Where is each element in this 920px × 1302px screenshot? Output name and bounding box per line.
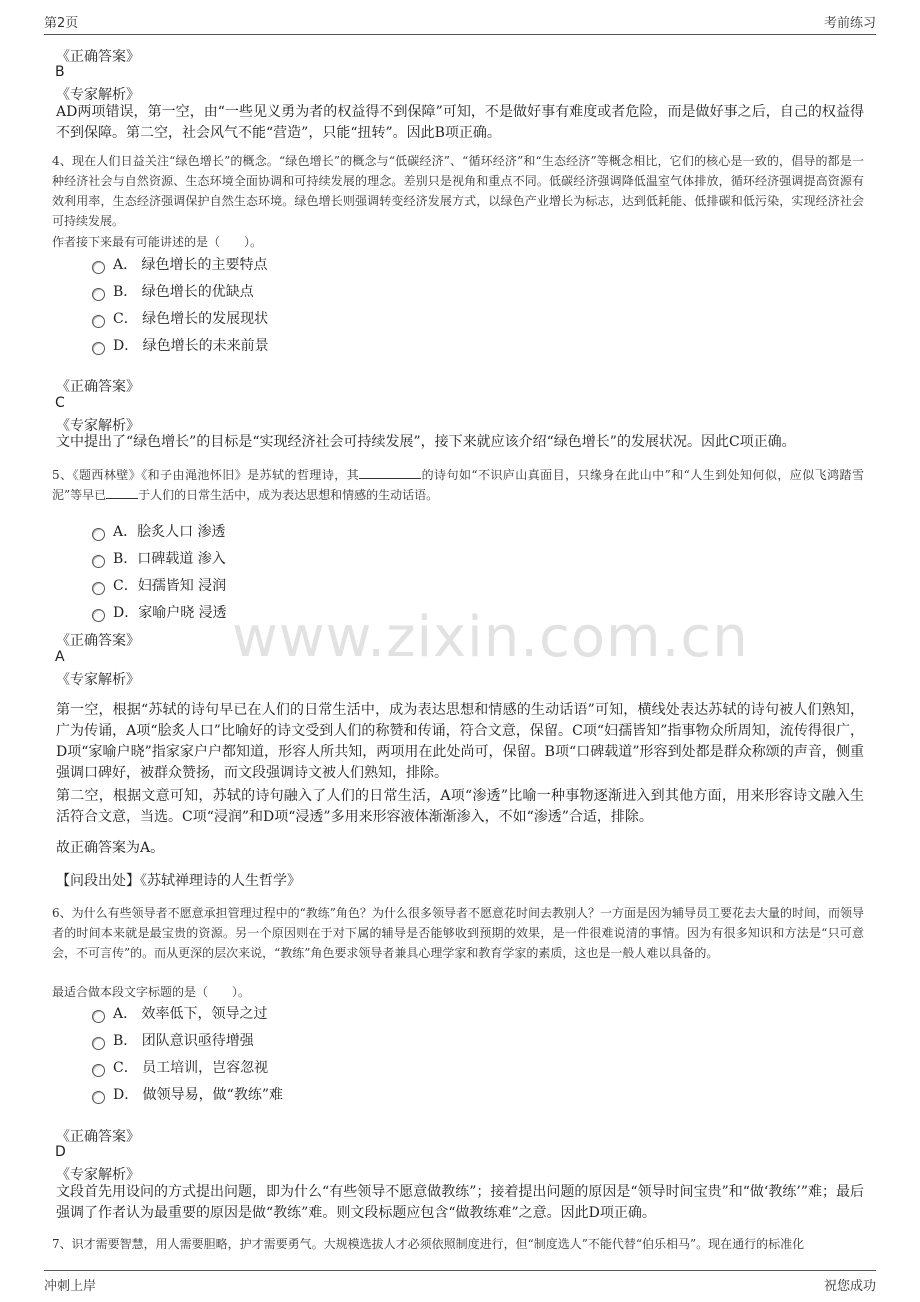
radio-icon[interactable] — [92, 342, 105, 355]
answer-blank-2 — [106, 486, 138, 499]
page-footer — [44, 1270, 876, 1295]
correct-answer-value: B — [55, 64, 65, 80]
analysis-conclusion: 故正确答案为A。 — [56, 840, 165, 856]
radio-icon[interactable] — [92, 1091, 105, 1104]
analysis-text: 文中提出了“绿色增长”的目标是“实现经济社会可持续发展”，接下来就应该介绍“绿色增长”的发展状况。因此C项正确。 — [56, 434, 796, 450]
radio-icon[interactable] — [92, 555, 105, 568]
option-d[interactable]: D． 绿色增长的未来前景 — [92, 335, 269, 355]
radio-icon[interactable] — [92, 261, 105, 274]
option-c[interactable]: C． 员工培训，岂容忽视 — [92, 1057, 268, 1077]
analysis-paragraph-1: 第一空，根据“苏轼的诗句早已在人们的日常生活中，成为表达思想和情感的生动话语”可知，横线处表达苏轼的诗句被人们熟知，广为传诵，A项“脍炙人口”比喻好的诗文受到人们的称赞和传诵，符合文意，保留。C项“妇孺皆知”指事物众所周知，流传得很广，D项“家喻户晓”指家家户户都知道，形容人所共知，两项用在此处尚可，保留。B项“口碑载道”形容到处都是群众称颂的声音，侧重强调口碑好，被群众赞扬，而文段强调诗文被人们熟知，排除。 — [56, 702, 864, 781]
correct-answer-value: D — [55, 1144, 66, 1160]
correct-answer-value: C — [55, 395, 65, 411]
header-category: 考前练习 — [823, 16, 876, 31]
question-stem: 5、《题西林壁》《和子由渑池怀旧》是苏轼的哲理诗，其 的诗句如“不识庐山真面目，只缘身在此山中”和“人生到处知何似，应似飞鸿踏雪泥”等早已 于人们的日常生活中，成为表达思想和情感的生动话语。 — [52, 468, 864, 502]
option-a[interactable]: A．脍炙人口 渗透 — [92, 521, 226, 541]
correct-answer-value: A — [55, 649, 65, 665]
analysis-paragraph-2: 第二空，根据文意可知，苏轼的诗句融入了人们的日常生活，A项“渗透”比喻一种事物逐渐进入到其他方面，用来形容诗文融入生活符合文意，当选。C项“浸润”和D项“浸透”多用来形容液体渐渐渗入，不如“渗透”合适，排除。 — [56, 788, 864, 825]
analysis-label: 《专家解析》 — [56, 1167, 140, 1183]
option-a[interactable]: A． 效率低下，领导之过 — [92, 1003, 268, 1023]
page-header — [44, 10, 876, 35]
analysis-label: 《专家解析》 — [56, 87, 140, 103]
question-stem: 4、现在人们日益关注“绿色增长”的概念。“绿色增长”的概念与“低碳经济”、“循环经济”和“生态经济”等概念相比，它们的核心是一致的，倡导的都是一种经济社会与自然资源、生态环境全面协调和可持续发展的理念。差别只是视角和重点不同。低碳经济强调降低温室气体排放，循环经济强调提高资源有效利用率，生态经济强调保护自然生态环境。绿色增长则强调转变经济发展方式，以绿色产业增长为标志，达到低耗能、低排碳和低污染，实现经济社会可持续发展。 — [52, 154, 864, 228]
question-prompt: 最适合做本段文字标题的是（ ）。 — [52, 985, 251, 999]
analysis-text: 文段首先用设问的方式提出问题，即为什么“有些领导不愿意做教练”；接着提出问题的原因是“领导时间宝贵”和“做‘教练’”难；最后强调了作者认为最重要的原因是做“教练”难。则文段标题应包含“做教练难”之意。因此D项正确。 — [56, 1184, 864, 1221]
option-b[interactable]: B． 团队意识亟待增强 — [92, 1030, 254, 1050]
radio-icon[interactable] — [92, 582, 105, 595]
answer-blank-1 — [359, 466, 421, 479]
analysis-label: 《专家解析》 — [56, 672, 140, 688]
radio-icon[interactable] — [92, 315, 105, 328]
option-b[interactable]: B．口碑载道 渗入 — [92, 548, 226, 568]
radio-icon[interactable] — [92, 288, 105, 301]
source-citation: 【问段出处】《苏轼禅理诗的人生哲学》 — [56, 873, 301, 889]
option-c[interactable]: C． 绿色增长的发展现状 — [92, 308, 268, 328]
analysis-text: AD两项错误，第一空，由“一些见义勇为者的权益得不到保障”可知，不是做好事有难度或者危险，而是做好事之后，自己的权益得不到保障。第二空，社会风气不能“营造”，只能“扭转”。因此B项正确。 — [56, 104, 864, 141]
footer-right: 祝您成功 — [823, 1279, 876, 1294]
radio-icon[interactable] — [92, 528, 105, 541]
question-stem: 7、识才需要智慧，用人需要胆略，护才需要勇气。大规模选拔人才必须依照制度进行，但“制度选人”不能代替“伯乐相马”。现在通行的标准化 — [52, 1237, 805, 1251]
correct-answer-label: 《正确答案》 — [56, 1129, 140, 1145]
radio-icon[interactable] — [92, 609, 105, 622]
option-d[interactable]: D．家喻户晓 浸透 — [92, 602, 227, 622]
watermark: www.zixin.com.cn — [232, 605, 749, 670]
option-d[interactable]: D． 做领导易，做“教练”难 — [92, 1084, 283, 1104]
footer-left: 冲刺上岸 — [44, 1279, 97, 1294]
page-number: 第2页 — [44, 16, 79, 31]
option-b[interactable]: B． 绿色增长的优缺点 — [92, 281, 254, 301]
option-a[interactable]: A． 绿色增长的主要特点 — [92, 254, 268, 274]
radio-icon[interactable] — [92, 1037, 105, 1050]
correct-answer-label: 《正确答案》 — [56, 49, 140, 65]
option-c[interactable]: C．妇孺皆知 浸润 — [92, 575, 226, 595]
correct-answer-label: 《正确答案》 — [56, 379, 140, 395]
radio-icon[interactable] — [92, 1010, 105, 1023]
correct-answer-label: 《正确答案》 — [56, 633, 140, 649]
radio-icon[interactable] — [92, 1064, 105, 1077]
question-prompt: 作者接下来最有可能讲述的是（ ）。 — [52, 235, 263, 249]
analysis-label: 《专家解析》 — [56, 418, 140, 434]
question-stem: 6、为什么有些领导者不愿意承担管理过程中的“教练”角色？为什么很多领导者不愿意花时间去教别人？一方面是因为辅导员工要花去大量的时间，而领导者的时间本来就是最宝贵的资源。另一个原因则在于对下属的辅导是否能够收到预期的效果，是一件很难说清的事情。因为有很多知识和方法是“只可意会，不可言传”的。而从更深的层次来说，“教练”角色要求领导者兼具心理学家和教育学家的素质，这也是一般人难以具备的。 — [52, 906, 864, 960]
